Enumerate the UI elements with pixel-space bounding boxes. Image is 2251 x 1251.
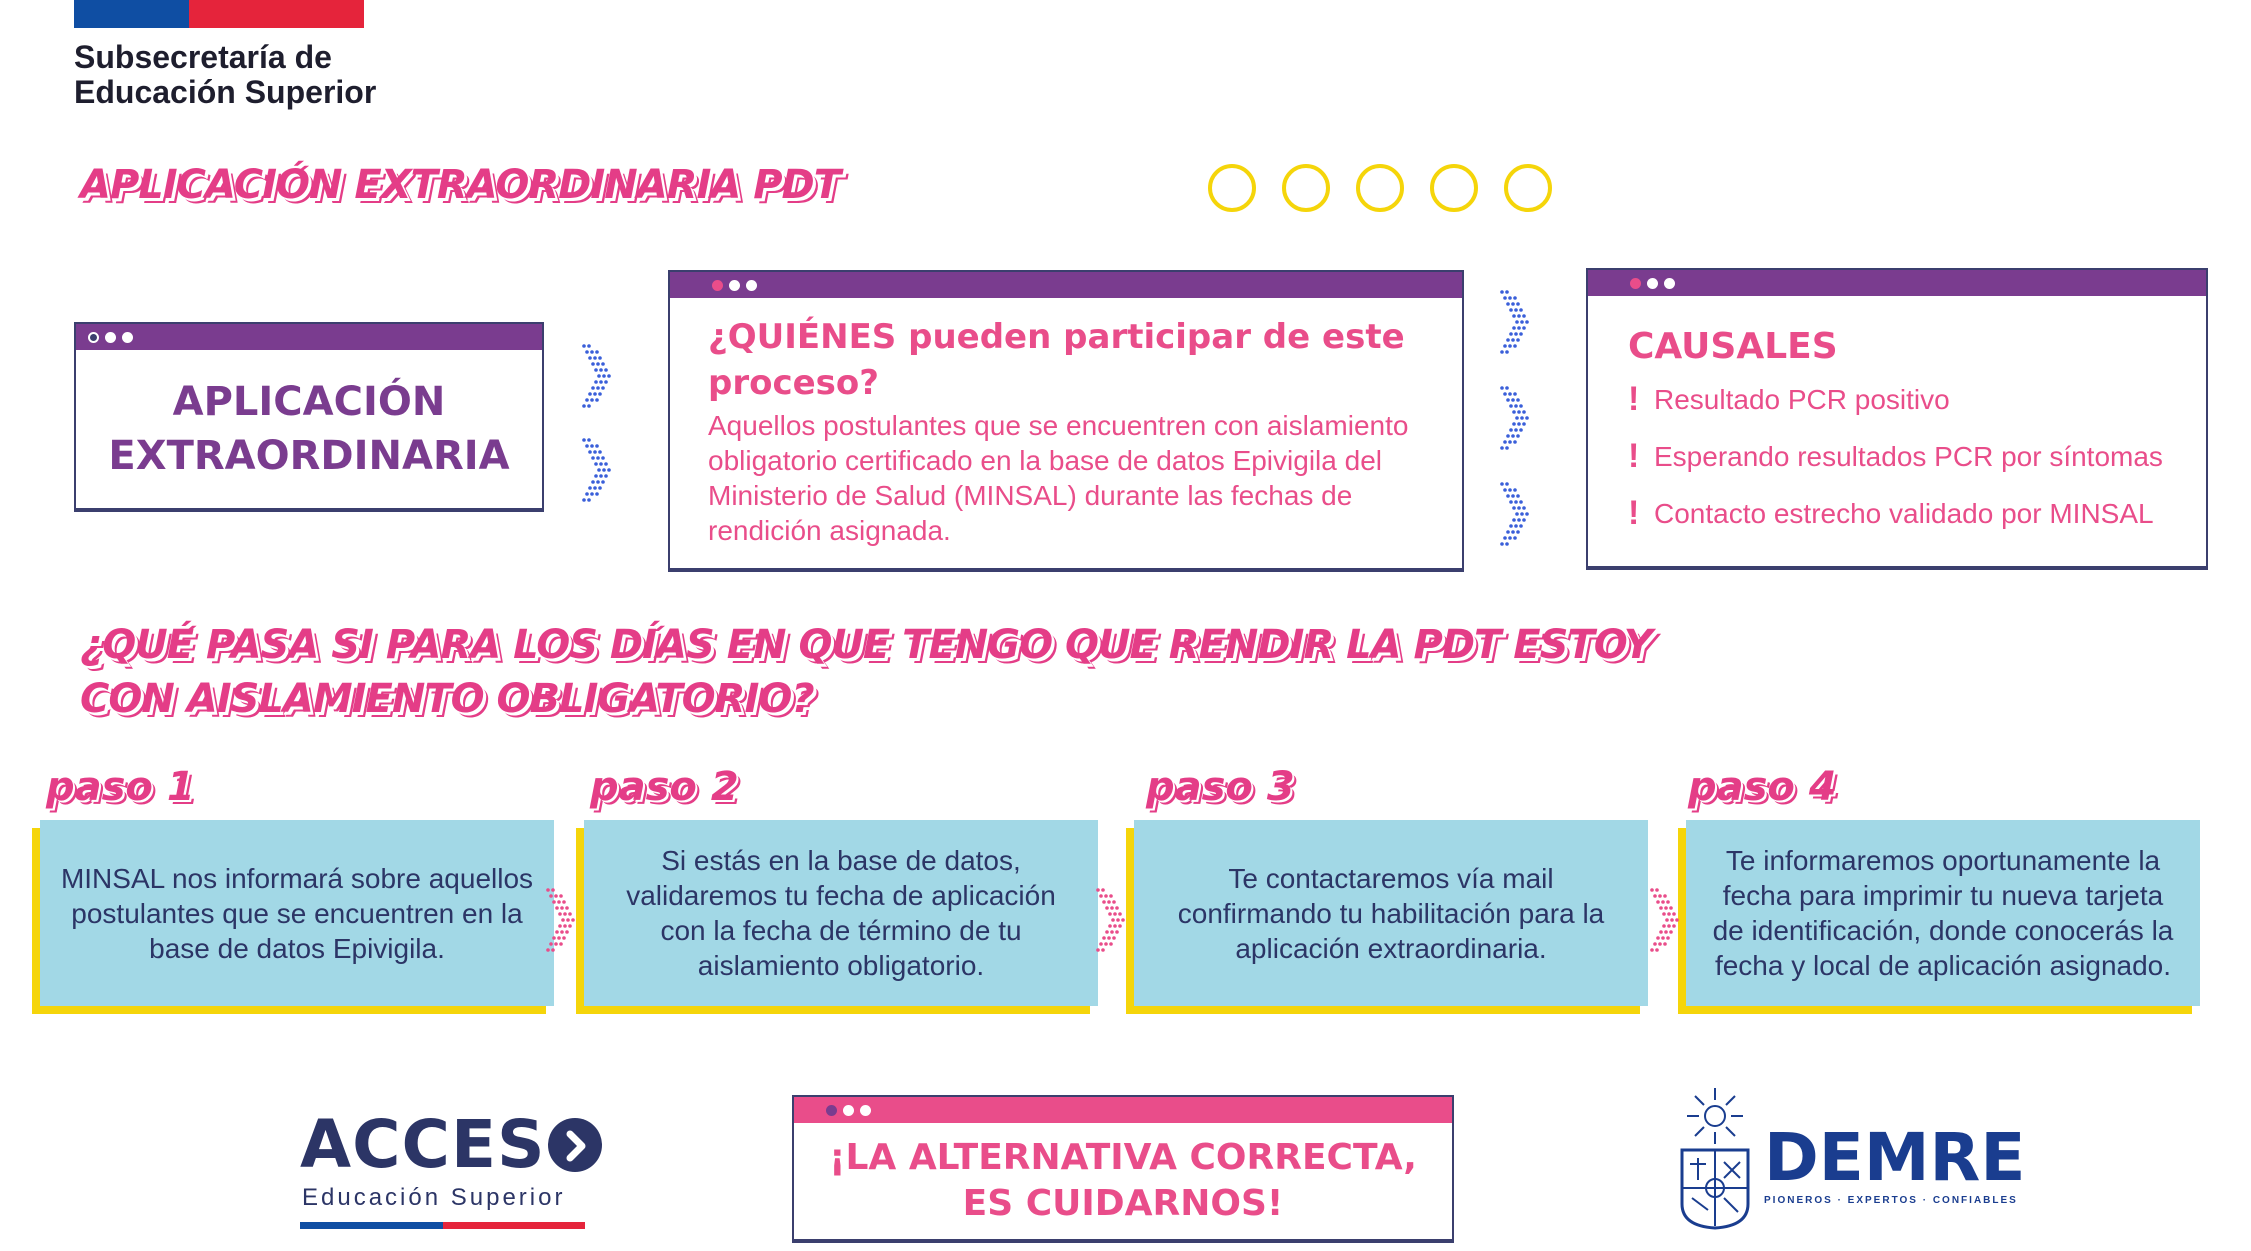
exclamation-icon: ! — [1628, 437, 1640, 475]
step-label: paso 2 — [590, 764, 739, 810]
step-label: paso 1 — [46, 764, 195, 810]
aplicacion-box — [74, 322, 544, 510]
window-dot — [712, 280, 723, 291]
quienes-box — [668, 270, 1464, 570]
step-4-card: Te informaremos oportunamente la fecha para imprimir tu nueva tarjeta de identificación, donde conocerás la fecha y local de aplicación asignado. — [1686, 820, 2200, 1006]
window-dot — [746, 280, 757, 291]
window-bar — [1588, 270, 2206, 296]
causales-heading: CAUSALES — [1628, 326, 1838, 367]
acceso-logo: ACCES Educación Superior — [300, 1112, 602, 1229]
window-dot — [1630, 278, 1641, 289]
slogan-box — [792, 1095, 1454, 1241]
window-dot — [105, 332, 116, 343]
step-1-card: MINSAL nos informará sobre aquellos postulantes que se encuentren en la base de datos Epivigila. — [40, 820, 554, 1006]
window-dot — [729, 280, 740, 291]
slogan-text: ¡LA ALTERNATIVA CORRECTA, ES CUIDARNOS! — [829, 1137, 1417, 1224]
window-dot — [843, 1105, 854, 1116]
step-label: paso 3 — [1146, 764, 1295, 810]
chevron-right-icon — [1648, 886, 1692, 954]
step-2-card: Si estás en la base de datos, validaremos tu fecha de aplicación con la fecha de término de tu aislamiento obligatorio. — [584, 820, 1098, 1006]
window-dot — [1664, 278, 1675, 289]
chevron-right-icon — [544, 886, 588, 954]
list-item: ! Resultado PCR positivo — [1628, 380, 1950, 418]
circle-icon — [1208, 164, 1256, 212]
window-bar — [794, 1097, 1452, 1123]
circle-icon — [1430, 164, 1478, 212]
chevron-right-icon — [1498, 480, 1542, 548]
window-bar — [670, 272, 1462, 298]
window-dot — [122, 332, 133, 343]
causales-box — [1586, 268, 2208, 568]
university-crest-icon — [1676, 1086, 1754, 1230]
quienes-text: Aquellos postulantes que se encuentren con aislamiento obligatorio certificado en la base de datos Epivigila del Ministerio de Salud (MINSAL) durante las fechas de rendición asignada. — [708, 410, 1409, 546]
window-dot — [826, 1105, 837, 1116]
step-label: paso 4 — [1688, 764, 1837, 810]
arrow-circle-icon — [548, 1118, 602, 1172]
exclamation-icon: ! — [1628, 380, 1640, 418]
circle-icon — [1356, 164, 1404, 212]
circle-icon — [1504, 164, 1552, 212]
causales-list — [1628, 371, 2206, 542]
chevron-right-icon — [1094, 886, 1138, 954]
window-dot — [88, 332, 99, 343]
page-title: APLICACIÓN EXTRAORDINARIA PDT — [80, 162, 841, 208]
circle-icon — [1282, 164, 1330, 212]
window-dot — [1647, 278, 1658, 289]
aplicacion-label: APLICACIÓN EXTRAORDINARIA — [108, 379, 510, 479]
institution-name: Subsecretaría de Educación Superior — [74, 39, 377, 110]
chevron-right-icon — [580, 342, 624, 410]
window-dot — [860, 1105, 871, 1116]
quienes-question: ¿QUIÉNES pueden participar de este proceso? — [708, 317, 1405, 403]
list-item: ! Esperando resultados PCR por síntomas — [1628, 437, 2163, 475]
list-item: ! Contacto estrecho validado por MINSAL — [1628, 494, 2154, 532]
section-question: ¿QUÉ PASA SI PARA LOS DÍAS EN QUE TENGO QUE RENDIR LA PDT ESTOY CON AISLAMIENTO OBLIGATORIO? — [80, 622, 1652, 722]
chevron-right-icon — [1498, 384, 1542, 452]
demre-logo: DEMRE PIONEROS · EXPERTOS · CONFIABLES — [1676, 1086, 2025, 1230]
step-3-card: Te contactaremos vía mail confirmando tu habilitación para la aplicación extraordinaria. — [1134, 820, 1648, 1006]
decorative-circles — [1208, 164, 1552, 212]
chevron-right-icon — [1498, 288, 1542, 356]
exclamation-icon: ! — [1628, 494, 1640, 532]
flag-bar — [74, 0, 364, 28]
window-bar — [76, 324, 542, 350]
chevron-right-icon — [580, 436, 624, 504]
